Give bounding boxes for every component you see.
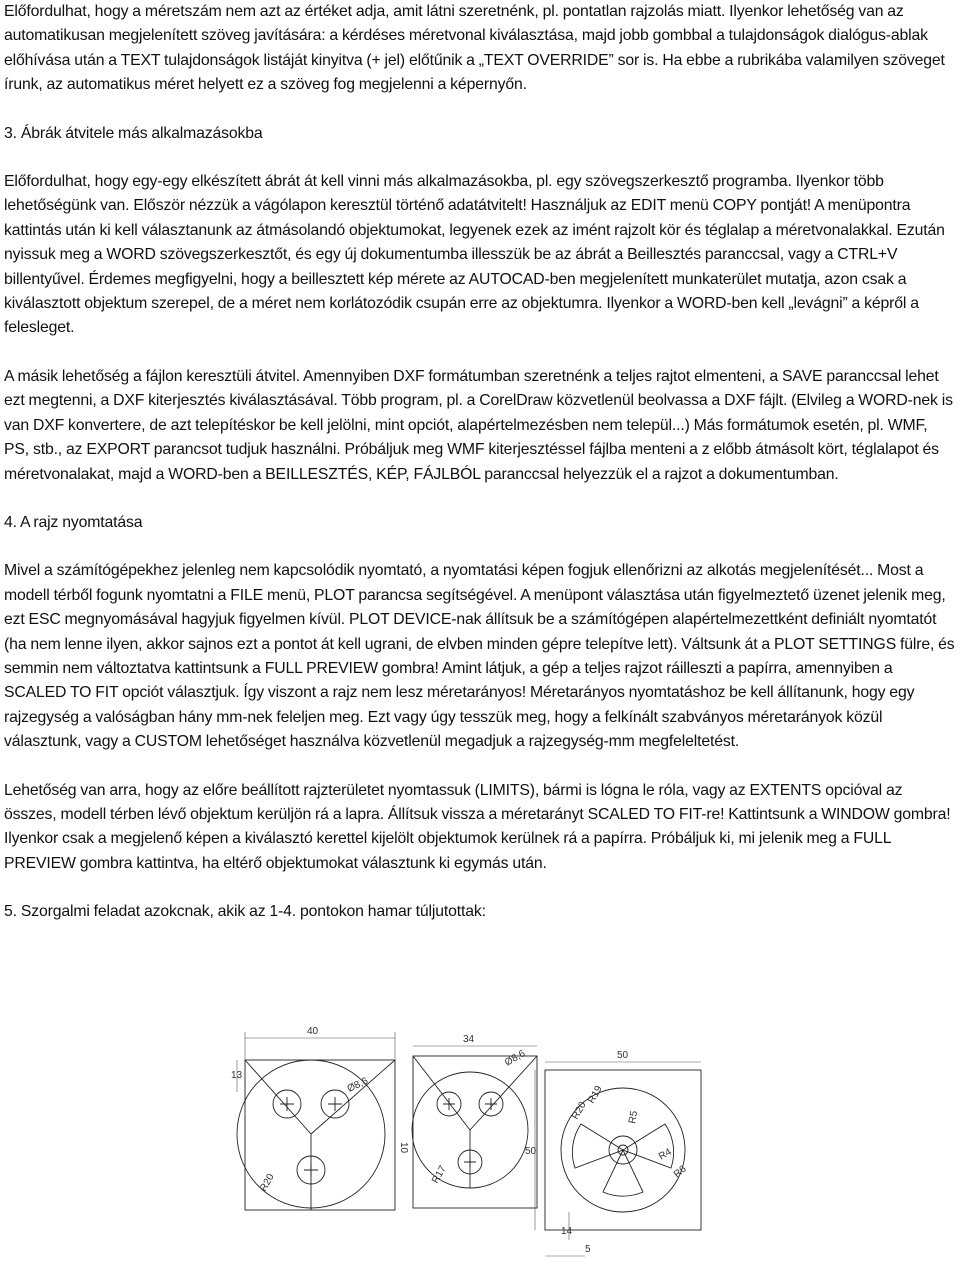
dim-width-3: 50 [617, 1050, 629, 1061]
dim-width-1: 40 [307, 1026, 319, 1037]
document-page [4, 0, 956, 925]
cad-figure [225, 1012, 725, 1268]
dim-dia-2: Ø8,6 [503, 1048, 528, 1069]
dim-r20: R20 [570, 1100, 589, 1122]
dim-height-3: 50 [525, 1146, 537, 1157]
drawing-3 [525, 1050, 701, 1256]
paragraph-clipboard: Előfordulhat, hogy egy-egy elkészített ábrát át kell vinni más alkalmazásokba, pl. egy szövegszerkesztő programba. Ilyenkor több lehetőségünk van. Először nézzük a vágólapon keresztül történő adatátvitelt! Használjuk az EDIT menü COPY pontját! A menüpontra kattintás után ki kell választanunk az átmásolandó objektumokat, legyenek ezek az imént rajzolt kör és téglalap a méretvonalakkal. Ezután nyissuk meg a WORD szövegszerkesztőt, és egy új dokumentumba illesszük be az ábrát a Beillesztés paranccsal, vagy a CTRL+V billentyűvel. Érdemes megfigyelni, hogy a beillesztett kép mérete az AUTOCAD-ben megjelenített munkaterület mutatja, azon csak a kiválasztott objektum szerepel, de a méret nem korlátozódik csupán erre az objektumra. Ilyenkor a WORD-ben kell „levágni” a képről a felesleget. [4, 173, 945, 337]
drawing-2 [412, 1034, 537, 1208]
cad-drawings-svg [225, 1012, 725, 1268]
dim-side-1: 10 [398, 1142, 409, 1154]
paragraph-file-transfer: A másik lehetőség a fájlon keresztüli átvitel. Amennyiben DXF formátumban szeretnénk a teljes rajtot elmenteni, a SAVE paranccsal lehet ezt megtenni, a DXF kiterjesztés kiválasztásával. Több program, pl. a CorelDraw közvetlenül beolvassa a DXF fájlt. (Elvileg a WORD-nek is van DXF konvertere, de azt telepítéskor be kell jelölni, mint opciót, alapértelmezésben nem települ...) Más formátumok esetén, pl. WMF, PS, stb., az EXPORT parancsot tudjuk használni. Próbáljuk meg WMF kiterjesztéssel fájlba menteni a z előbb átmásolt kört, téglalapot és méretvonalakat, majd a WORD-ben a BEILLESZTÉS, KÉP, FÁJLBÓL paranccsal helyezzük el a rajzot a dokumentumban. [4, 367, 953, 483]
section-heading-3: 3. Ábrák átvitele más alkalmazásokba [4, 124, 263, 142]
section-heading-4: 4. A rajz nyomtatása [4, 513, 143, 531]
dim-r19: R19 [586, 1084, 605, 1106]
dim-r4: R4 [657, 1146, 674, 1163]
dim-r6: R6 [671, 1163, 689, 1181]
dim-width-2: 34 [463, 1034, 475, 1045]
paragraph-text-override: Előfordulhat, hogy a méretszám nem azt az értéket adja, amit látni szeretnénk, pl. pontatlan rajzolás miatt. Ilyenkor lehetőség van az automatikusan megjelenített szöveg javítására: a kérdéses méretvonal kiválasztása, majd jobb gombbal a tulajdonságok dialógus-ablak előhívása után a TEXT tulajdonságok listáját kinyitva (+ jel) előtűnik a „TEXT OVERRIDE” sor is. Ha ebbe a rubrikába valamilyen szöveget írunk, az automatikus méret helyett ez a szöveg fog megjelenni a képernyőn. [4, 3, 945, 94]
dim-r5: R5 [627, 1110, 641, 1125]
paragraph-printing: Mivel a számítógépekhez jelenleg nem kapcsolódik nyomtató, a nyomtatási képen fogjuk ellenőrizni az alkotás megjelenítését... Most a modell térből fogunk nyomtatni a FILE menü, PLOT parancsa segítségével. A menüpont választása után figyelmeztető üzenet jelenik meg, ezt ESC megnyomásával hagyjuk figyelmen kívül. PLOT DEVICE-nak állítsuk be a számítógépen alapértelmezettként definiált nyomtatót (ha nem lenne ilyen, akkor sajnos ezt a pontot át kell ugrani, de elvben minden gépre telepítve lett). Váltsunk át a PLOT SETTINGS fülre, és semmin nem változtatva kattintsunk a FULL PREVIEW gombra! Amint látjuk, a gép a teljes rajzot ráilleszti a papírra, amennyiben a SCALED TO FIT opciót választjuk. Így viszont a rajz nem lesz méretarányos! Méretarányos nyomtatáshoz be kell állítanunk, hogy egy rajzegység a valóságban hány mm-nek feleljen meg. Ezt vagy úgy tesszük meg, hogy a felkínált szabványos méretarányok közül választunk, vagy a CUSTOM lehetőséget használva közvetlenül megadjuk a rajzegység-mm megfeleltetést. [4, 562, 955, 751]
dim-radius-2: R17 [430, 1164, 449, 1186]
dim-dia-1: Ø8,6 [345, 1075, 370, 1095]
dim-radius-1: R20 [258, 1172, 277, 1194]
drawing-1 [231, 1026, 409, 1210]
dim-left-1: 13 [231, 1070, 243, 1081]
dim-gap-5: 5 [585, 1244, 591, 1255]
dim-gap-14: 14 [561, 1226, 573, 1237]
section-heading-5: 5. Szorgalmi feladat azokcnak, akik az 1-4. pontokon hamar túljutottak: [4, 903, 486, 921]
paragraph-limits: Lehetőség van arra, hogy az előre beállított rajzterületet nyomtassuk (LIMITS), bármi is lógna le róla, vagy az EXTENTS opcióval az összes, modell térben lévő objektum kerüljön rá a lapra. Állítsuk vissza a méretarányt SCALED TO FIT-re! Kattintsunk a WINDOW gombra! Ilyenkor csak a megjelenő képen a kiválasztó kerettel kijelölt objektumok kerülnek rá a papírra. Próbáljuk ki, mi jelenik meg a FULL PREVIEW gombra kattintva, ha eltérő objektumokat választunk ki egymás után. [4, 781, 951, 872]
